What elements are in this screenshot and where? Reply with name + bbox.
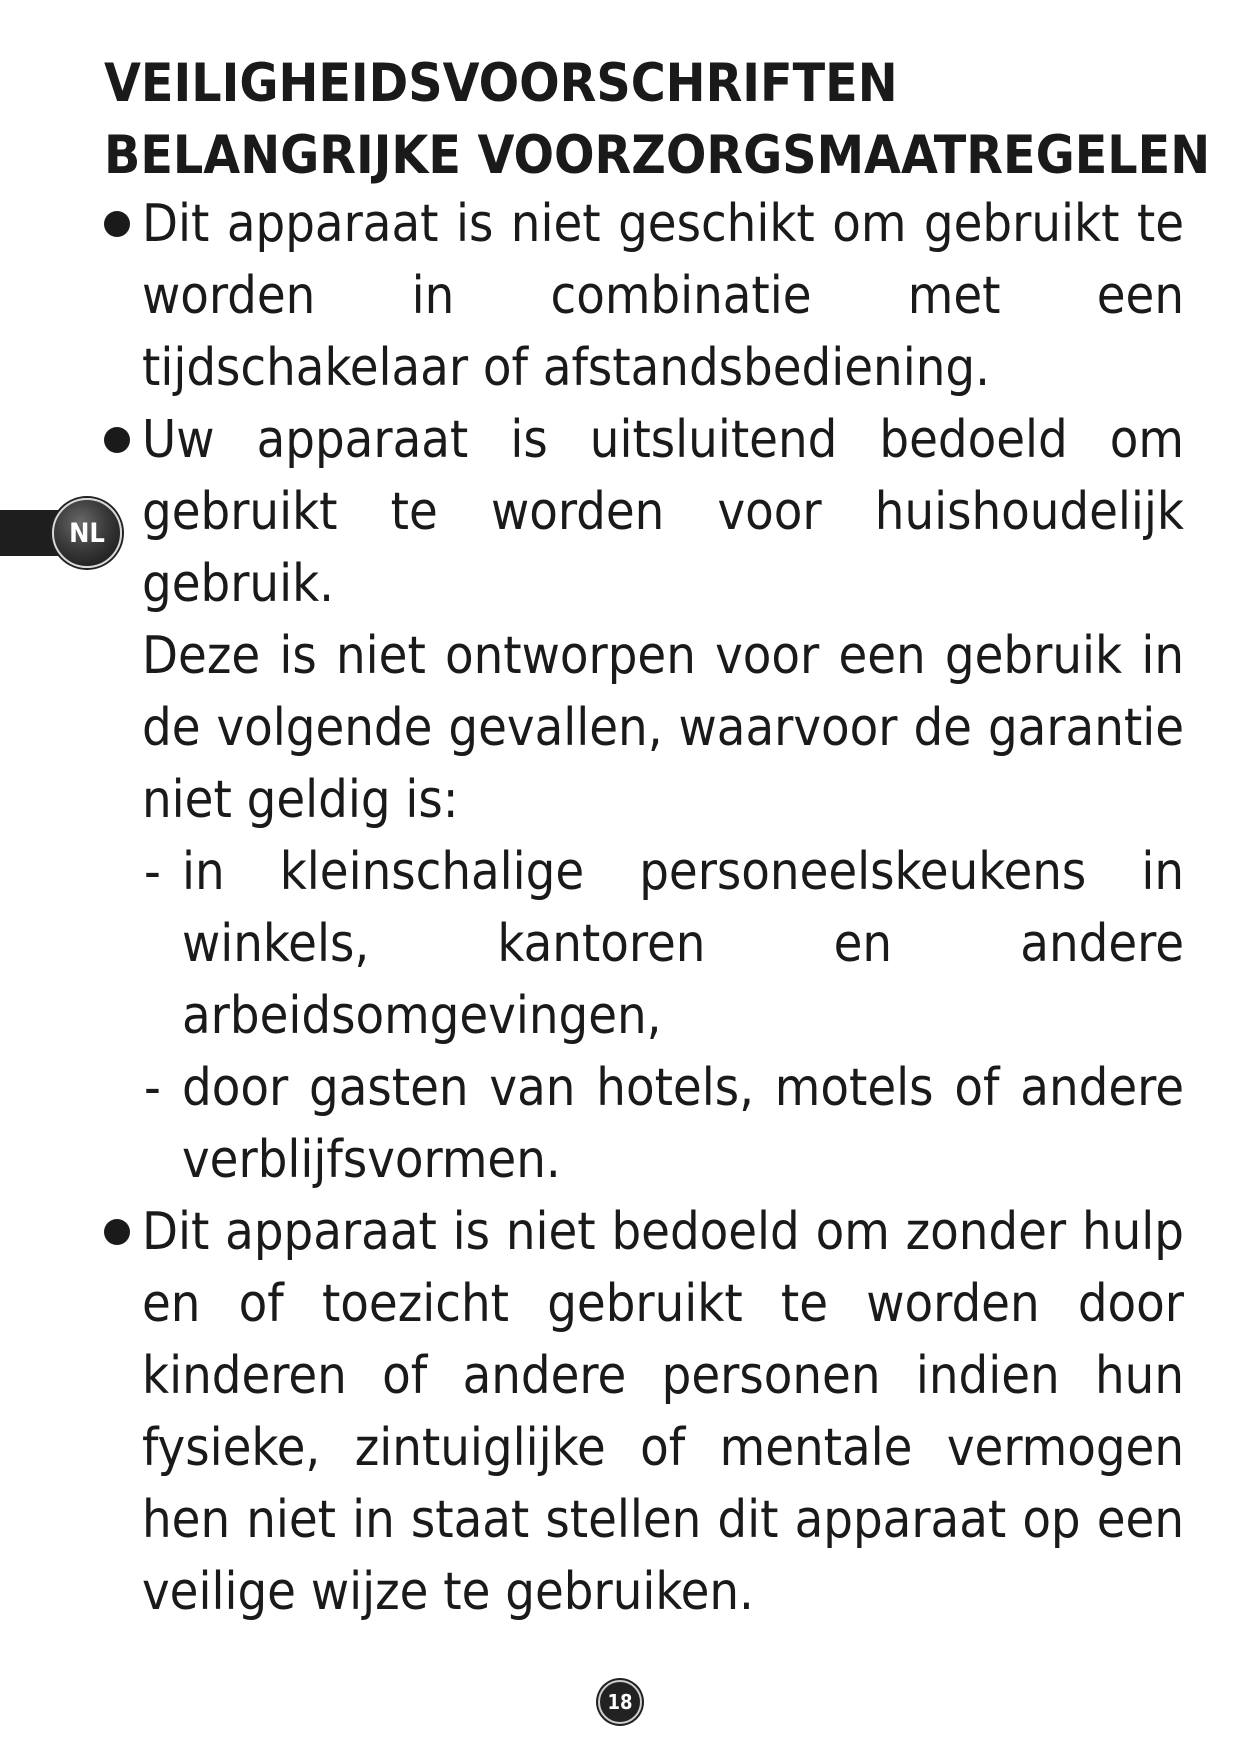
bullet-dot-icon [104,1219,130,1245]
bullet-item-household-use [102,404,1184,1196]
dash-marker: - [144,1058,161,1118]
heading-important-precautions: BELANGRIJKE VOORZORGSMAATREGELEN [104,125,1211,186]
bullet-dot-icon [104,427,130,453]
dash-marker: - [144,842,161,902]
language-badge: NL [52,498,122,568]
bullet-text: Uw apparaat is uitsluitend bedoeld om gebruikt te worden voor huishoudelijk gebruik. [142,410,1184,614]
heading-safety-rules: VEILIGHEIDSVOORSCHRIFTEN [104,53,898,114]
bullet-dot-icon [104,211,130,237]
safety-instructions-list [102,188,1184,1628]
section-headings [104,48,1211,192]
bullet-item-children-supervision [102,1196,1184,1628]
page-number-badge: 18 [598,1680,642,1724]
sub-list-item [142,1052,1184,1196]
bullet-extra-text: Deze is niet ontworpen voor een gebruik in de volgende gevallen, waarvoor de garantie niet geldig is: [142,626,1184,830]
sub-list-item [142,836,1184,1052]
bullet-text: Dit apparaat is niet bedoeld om zonder hulp en of toezicht gebruikt te worden door kinderen of andere personen indien hun fysieke, zintuiglijke of mentale vermogen hen niet in staat stellen dit apparaat op een veilige wijze te gebruiken. [142,1202,1184,1622]
sub-item-text: door gasten van hotels, motels of andere verblijfsvormen. [182,1058,1184,1190]
exclusion-sub-list [142,836,1184,1196]
bullet-item-timer-remote [102,188,1184,404]
bullet-text: Dit apparaat is niet geschikt om gebruikt te worden in combinatie met een tijdschakelaar of afstandsbediening. [142,194,1184,398]
sub-item-text: in kleinschalige personeelskeukens in winkels, kantoren en andere arbeidsomgevingen, [182,842,1184,1046]
